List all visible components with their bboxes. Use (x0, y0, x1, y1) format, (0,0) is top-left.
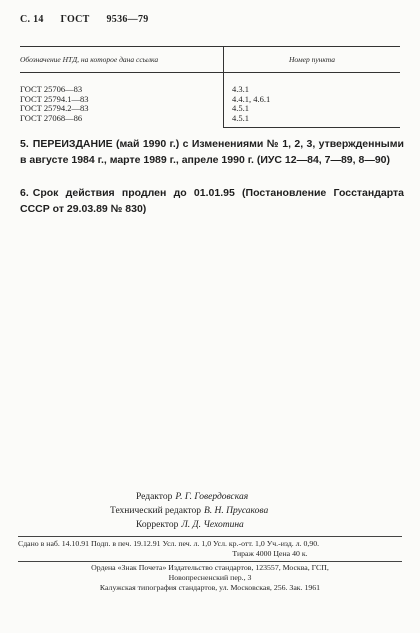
publisher-address: Новопресненский пер., 3 (168, 573, 252, 582)
table-cell-item: 4.5.1 (224, 114, 401, 128)
paragraph-reissue (20, 136, 404, 168)
corrector-name: Л. Д. Чехотина (181, 520, 244, 530)
standard-label: ГОСТ (60, 14, 90, 25)
page-header (20, 14, 163, 25)
editor-role: Редактор (136, 492, 173, 502)
paragraph-number: 6. (20, 187, 29, 199)
page-number: С. 14 (20, 14, 44, 25)
printer-line: Калужская типография стандартов, ул. Московская, 256. Зак. 1961 (99, 583, 321, 592)
editor-line (110, 490, 390, 504)
paragraph-text: Срок действия продлен до 01.01.95 (Постановление Госстандарта СССР от 29.03.89 № 830) (20, 187, 404, 215)
editor-name: Р. Г. Говердовская (175, 492, 249, 502)
standard-number: 9536—79 (106, 14, 149, 25)
column-header-document: Обозначение НТД, на которое дана ссылка (20, 47, 224, 73)
divider (18, 536, 402, 537)
tech-editor-line (110, 504, 390, 518)
tech-editor-name: В. Н. Прусакова (203, 506, 269, 516)
editorial-credits (110, 490, 390, 532)
table-cell-document: ГОСТ 27068—86 (20, 112, 83, 123)
table-cell-document: ГОСТ 25794.2—83 (20, 103, 89, 113)
table-cell-item: 4.4.1, 4.6.1 (224, 95, 401, 105)
paragraph-number: 5. (20, 138, 29, 150)
tech-editor-role: Технический редактор (110, 506, 201, 516)
print-details-line: Сдано в наб. 14.10.91 Подп. в печ. 19.12.91 Усл. печ. л. 1,0 Усл. кр.-отт. 1,0 Уч.-изд. л. 0,90. (18, 539, 320, 548)
references-table (20, 46, 400, 128)
table-cell-item: 4.5.1 (224, 104, 401, 114)
paragraph-text: ПЕРЕИЗДАНИЕ (май 1990 г.) с Изменениями № 1, 2, 3, утвержденными в августе 1984 г., марте 1989 г., апреле 1990 г. (ИУС 12—84, 7—89, 8—90) (20, 138, 404, 166)
column-header-item: Номер пункта (224, 47, 401, 73)
table-cell-document: ГОСТ 25794.1—83 (20, 93, 89, 104)
table-row (20, 73, 400, 95)
table-cell-document: ГОСТ 25706—83 (20, 84, 83, 94)
table-cell-item: 4.3.1 (224, 73, 401, 95)
publisher-line: Ордена «Знак Почета» Издательство стандартов, 123557, Москва, ГСП, (91, 563, 329, 572)
print-details (18, 539, 402, 559)
corrector-role: Корректор (136, 520, 179, 530)
divider (18, 561, 402, 562)
paragraph-validity (20, 185, 404, 217)
table-header-row (20, 47, 400, 73)
table-row (20, 114, 400, 128)
publisher-info (18, 563, 402, 593)
corrector-line (110, 518, 390, 532)
print-run-line: Тираж 4000 Цена 40 к. (232, 549, 308, 558)
